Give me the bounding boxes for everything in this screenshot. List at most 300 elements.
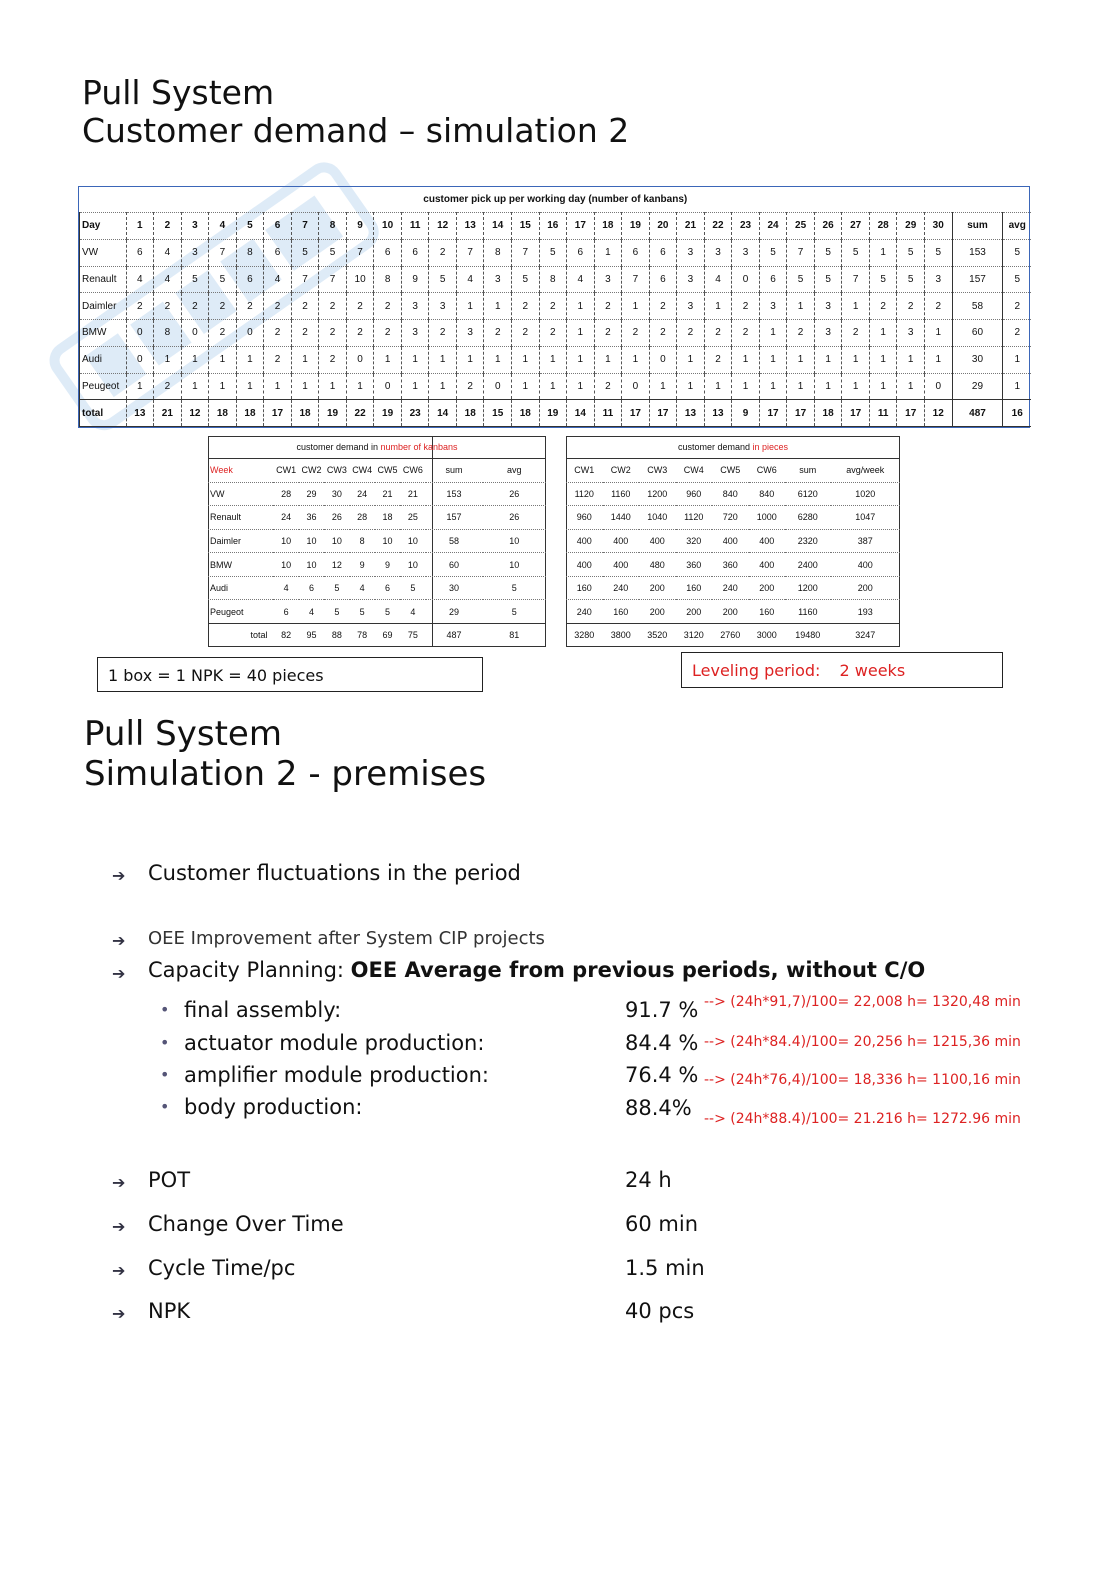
table3-row: [566, 482, 900, 506]
table3-week-header: CW3: [639, 459, 676, 483]
cell-value: 2: [484, 320, 512, 347]
cell-value: 5: [375, 600, 400, 624]
table2-row: [208, 529, 546, 553]
cell-value: 5: [324, 600, 349, 624]
table1-day-header: 21: [677, 213, 705, 240]
cell-value: 400: [639, 529, 676, 553]
table3-row: [566, 576, 900, 600]
table2-row: [208, 600, 546, 624]
weekly-pieces-table: [566, 436, 900, 646]
arrow-bullet-icon: ➔: [112, 1173, 126, 1192]
cell-value: 29: [299, 482, 324, 506]
row-sum: 153: [952, 239, 1003, 266]
row-avg: 400: [831, 553, 900, 577]
table1-day-header: 18: [594, 213, 622, 240]
cell-value: 6: [236, 266, 264, 293]
cell-value: 1160: [603, 482, 640, 506]
cell-value: 1: [842, 373, 870, 400]
cell-value: 0: [484, 373, 512, 400]
cell-value: 3: [732, 239, 760, 266]
cell-value: 200: [639, 576, 676, 600]
cell-value: 12: [924, 400, 952, 427]
table3-sum-header: sum: [785, 459, 831, 483]
row-avg: 26: [483, 506, 546, 530]
cell-value: 1: [814, 373, 842, 400]
cell-value: 7: [456, 239, 484, 266]
cell-value: 1: [291, 346, 319, 373]
cell-value: 3000: [749, 623, 786, 646]
cell-value: 5: [842, 239, 870, 266]
cell-value: 4: [154, 266, 182, 293]
row-sum: 6280: [785, 506, 831, 530]
cell-value: 4: [704, 266, 732, 293]
table3-caption: [566, 436, 900, 459]
row-label: VW: [80, 239, 127, 266]
cell-value: 2: [374, 293, 402, 320]
row-sum: 1160: [785, 600, 831, 624]
cell-value: 3520: [639, 623, 676, 646]
cell-value: 10: [299, 553, 324, 577]
table1-row: [80, 320, 1032, 347]
daily-pickup-table: [79, 187, 1031, 427]
sub-bullet-dot-icon: •: [160, 1033, 170, 1052]
cell-value: 4: [126, 266, 154, 293]
cell-value: 10: [375, 529, 400, 553]
cell-value: 19: [319, 400, 347, 427]
cell-value: 3280: [566, 623, 603, 646]
npk-box: [97, 657, 483, 692]
table2-row: [208, 553, 546, 577]
row-sum: 58: [426, 529, 483, 553]
table1-day-header: 6: [264, 213, 292, 240]
cell-value: 5: [869, 266, 897, 293]
cell-value: 2: [732, 293, 760, 320]
cell-value: 240: [566, 600, 603, 624]
cell-value: 0: [649, 346, 677, 373]
cell-value: 400: [566, 553, 603, 577]
table1-day-header: 12: [429, 213, 457, 240]
table1-row: [80, 239, 1032, 266]
cell-value: 1: [567, 320, 595, 347]
table1-day-header: 11: [401, 213, 429, 240]
cell-value: 5: [209, 266, 237, 293]
table1-day-header: 8: [319, 213, 347, 240]
table3-caption-red: in pieces: [752, 442, 789, 452]
row-label: VW: [208, 482, 273, 506]
cell-value: 2: [622, 320, 650, 347]
cell-value: 30: [324, 482, 349, 506]
row-label: Peugeot: [208, 600, 273, 624]
cell-value: 78: [350, 623, 375, 646]
cell-value: 1: [401, 373, 429, 400]
cell-value: 82: [273, 623, 298, 646]
cell-value: 17: [264, 400, 292, 427]
table1-day-header: 3: [181, 213, 209, 240]
cell-value: 6: [264, 239, 292, 266]
cell-value: 840: [749, 482, 786, 506]
cell-value: 1: [209, 373, 237, 400]
cell-value: 2: [787, 320, 815, 347]
cell-value: 5: [897, 266, 925, 293]
cell-value: 28: [273, 482, 298, 506]
row-sum: 487: [952, 400, 1003, 427]
table3-row: [566, 623, 900, 646]
cell-value: 2: [924, 293, 952, 320]
slide2-title-line1: Pull System: [84, 714, 282, 754]
cell-value: 1: [869, 373, 897, 400]
cell-value: 4: [567, 266, 595, 293]
cell-value: 8: [236, 239, 264, 266]
cell-value: 12: [324, 553, 349, 577]
cell-value: 1: [869, 239, 897, 266]
premise-fluctuations: Customer fluctuations in the period: [148, 861, 521, 885]
cell-value: 2: [236, 293, 264, 320]
cell-value: 720: [712, 506, 749, 530]
table1-day-header: 15: [512, 213, 540, 240]
row-avg: 10: [483, 529, 546, 553]
row-avg: 5: [483, 576, 546, 600]
cell-value: 1: [649, 373, 677, 400]
cell-value: 24: [273, 506, 298, 530]
cell-value: 17: [842, 400, 870, 427]
oee-value: 88.4%: [625, 1096, 692, 1120]
cell-value: 6: [401, 239, 429, 266]
cell-value: 11: [869, 400, 897, 427]
cell-value: 320: [676, 529, 713, 553]
row-sum: 29: [426, 600, 483, 624]
oee-note: --> (24h*91,7)/100= 22,008 h= 1320,48 min: [704, 994, 1021, 1010]
cell-value: 2: [456, 373, 484, 400]
row-sum: 153: [426, 482, 483, 506]
cell-value: 9: [401, 266, 429, 293]
cell-value: 10: [273, 553, 298, 577]
cell-value: 0: [126, 320, 154, 347]
table3-avg-header: avg/week: [831, 459, 900, 483]
cell-value: 6: [759, 266, 787, 293]
cell-value: 1: [787, 346, 815, 373]
cell-value: 17: [622, 400, 650, 427]
table2-row: [208, 506, 546, 530]
row-avg: 5: [483, 600, 546, 624]
table1-day-header: 2: [154, 213, 182, 240]
cell-value: 2760: [712, 623, 749, 646]
oee-value: 84.4 %: [625, 1031, 699, 1055]
table3-row: [566, 529, 900, 553]
cell-value: 8: [539, 266, 567, 293]
cell-value: 3800: [603, 623, 640, 646]
cell-value: 400: [603, 553, 640, 577]
oee-note: --> (24h*88.4)/100= 21.216 h= 1272.96 min: [704, 1111, 1021, 1127]
cell-value: 6: [299, 576, 324, 600]
table1-day-header: 17: [567, 213, 595, 240]
cell-value: 3: [594, 266, 622, 293]
row-avg: 26: [483, 482, 546, 506]
row-sum: 58: [952, 293, 1003, 320]
cell-value: 4: [273, 576, 298, 600]
cell-value: 1: [924, 320, 952, 347]
arrow-bullet-icon: ➔: [112, 1304, 126, 1323]
cell-value: 160: [566, 576, 603, 600]
table2-row: [208, 482, 546, 506]
cell-value: 69: [375, 623, 400, 646]
cell-value: 1: [346, 373, 374, 400]
cell-value: 2: [291, 293, 319, 320]
cell-value: 360: [676, 553, 713, 577]
table1-row: [80, 373, 1032, 400]
row-label: Renault: [80, 266, 127, 293]
cell-value: 1: [924, 346, 952, 373]
cell-value: 1: [319, 373, 347, 400]
cell-value: 1: [154, 346, 182, 373]
cell-value: 1: [291, 373, 319, 400]
cell-value: 2: [291, 320, 319, 347]
cell-value: 2: [429, 320, 457, 347]
table2-caption: [208, 436, 546, 459]
cell-value: 3120: [676, 623, 713, 646]
cell-value: 5: [429, 266, 457, 293]
table1-day-header: 13: [456, 213, 484, 240]
cell-value: 5: [324, 576, 349, 600]
oee-value: 76.4 %: [625, 1063, 699, 1087]
row-sum: 487: [426, 623, 483, 646]
cell-value: 200: [712, 600, 749, 624]
cell-value: 2: [154, 373, 182, 400]
cell-value: 400: [749, 553, 786, 577]
row-avg: 387: [831, 529, 900, 553]
cell-value: 8: [484, 239, 512, 266]
row-avg: 81: [483, 623, 546, 646]
cell-value: 1: [787, 373, 815, 400]
table1-day-header: 30: [924, 213, 952, 240]
cell-value: 480: [639, 553, 676, 577]
cell-value: 18: [375, 506, 400, 530]
cell-value: 200: [749, 576, 786, 600]
cell-value: 2: [512, 293, 540, 320]
cell-value: 1: [677, 346, 705, 373]
oee-label: actuator module production:: [184, 1031, 485, 1055]
cell-value: 1: [181, 373, 209, 400]
cell-value: 3: [484, 266, 512, 293]
table2-avg-header: avg: [483, 459, 546, 483]
cell-value: 3: [456, 320, 484, 347]
cell-value: 4: [400, 600, 425, 624]
row-label: Peugeot: [80, 373, 127, 400]
cell-value: 10: [299, 529, 324, 553]
cell-value: 1: [429, 346, 457, 373]
cell-value: 18: [456, 400, 484, 427]
table1-day-header: 19: [622, 213, 650, 240]
cell-value: 5: [924, 239, 952, 266]
cell-value: 1: [787, 293, 815, 320]
oee-note: --> (24h*76,4)/100= 18,336 h= 1100,16 min: [704, 1072, 1021, 1088]
cell-value: 400: [712, 529, 749, 553]
param-value: 60 min: [625, 1212, 698, 1236]
cell-value: 10: [273, 529, 298, 553]
cell-value: 2: [154, 293, 182, 320]
cell-value: 2: [649, 320, 677, 347]
cell-value: 1: [759, 373, 787, 400]
cell-value: 1: [814, 346, 842, 373]
cell-value: 23: [401, 400, 429, 427]
cell-value: 22: [346, 400, 374, 427]
slide2-title: [84, 714, 486, 794]
table2-week-header: CW3: [324, 459, 349, 483]
table2-week-header: CW1: [273, 459, 298, 483]
cell-value: 960: [566, 506, 603, 530]
cell-value: 17: [787, 400, 815, 427]
cell-value: 3: [677, 266, 705, 293]
table1-header-label: Day: [80, 213, 127, 240]
cell-value: 95: [299, 623, 324, 646]
cell-value: 5: [181, 266, 209, 293]
table1-day-header: 29: [897, 213, 925, 240]
table1-row: [80, 400, 1032, 427]
cell-value: 6: [649, 266, 677, 293]
table2-week-header: CW5: [375, 459, 400, 483]
cell-value: 3: [401, 293, 429, 320]
cell-value: 1: [236, 373, 264, 400]
cell-value: 2: [594, 293, 622, 320]
cell-value: 3: [814, 293, 842, 320]
row-sum: 2320: [785, 529, 831, 553]
oee-note: --> (24h*84.4)/100= 20,256 h= 1215,36 min: [704, 1034, 1021, 1050]
cell-value: 2: [539, 320, 567, 347]
cell-value: 88: [324, 623, 349, 646]
cell-value: 8: [154, 320, 182, 347]
cell-value: 1: [401, 346, 429, 373]
table2-caption-red: number of kanbans: [380, 442, 458, 452]
cell-value: 1: [539, 373, 567, 400]
cell-value: 5: [897, 239, 925, 266]
cell-value: 1: [236, 346, 264, 373]
arrow-bullet-icon: ➔: [112, 931, 126, 950]
cell-value: 1: [842, 293, 870, 320]
cell-value: 2: [181, 293, 209, 320]
cell-value: 13: [704, 400, 732, 427]
slide1-title: [82, 74, 629, 150]
row-sum: 60: [426, 553, 483, 577]
cell-value: 4: [154, 239, 182, 266]
cell-value: 14: [567, 400, 595, 427]
cell-value: 1: [594, 239, 622, 266]
cell-value: 0: [236, 320, 264, 347]
cell-value: 3: [924, 266, 952, 293]
cell-value: 10: [346, 266, 374, 293]
param-label: POT: [148, 1168, 191, 1192]
cell-value: 2: [429, 239, 457, 266]
cell-value: 1: [456, 346, 484, 373]
cell-value: 2: [842, 320, 870, 347]
table1-sum-header: sum: [952, 213, 1003, 240]
cell-value: 2: [374, 320, 402, 347]
table1-day-header: 26: [814, 213, 842, 240]
cell-value: 5: [512, 266, 540, 293]
table1-day-header: 10: [374, 213, 402, 240]
cell-value: 1: [759, 346, 787, 373]
cell-value: 840: [712, 482, 749, 506]
cell-value: 1: [732, 373, 760, 400]
capacity-planning-label: Capacity Planning:: [148, 958, 351, 982]
row-label: Renault: [208, 506, 273, 530]
cell-value: 2: [732, 320, 760, 347]
cell-value: 1: [512, 346, 540, 373]
cell-value: 2: [319, 293, 347, 320]
npk-text: 1 box = 1 NPK = 40 pieces: [108, 666, 324, 685]
cell-value: 0: [732, 266, 760, 293]
cell-value: 1040: [639, 506, 676, 530]
cell-value: 17: [897, 400, 925, 427]
cell-value: 3: [429, 293, 457, 320]
table1-day-header: 5: [236, 213, 264, 240]
slide1-title-line2: Customer demand – simulation 2: [82, 111, 630, 150]
cell-value: 2: [512, 320, 540, 347]
cell-value: 7: [622, 266, 650, 293]
leveling-label: Leveling period:: [692, 661, 821, 680]
cell-value: 5: [400, 576, 425, 600]
cell-value: 1: [126, 373, 154, 400]
cell-value: 2: [539, 293, 567, 320]
cell-value: 10: [400, 529, 425, 553]
cell-value: 0: [374, 373, 402, 400]
cell-value: 1: [594, 346, 622, 373]
cell-value: 14: [429, 400, 457, 427]
table1-day-header: 14: [484, 213, 512, 240]
cell-value: 2: [677, 320, 705, 347]
row-sum: 29: [952, 373, 1003, 400]
cell-value: 8: [374, 266, 402, 293]
cell-value: 18: [291, 400, 319, 427]
row-label: BMW: [208, 553, 273, 577]
cell-value: 19: [374, 400, 402, 427]
arrow-bullet-icon: ➔: [112, 964, 126, 983]
cell-value: 2: [704, 346, 732, 373]
cell-value: 1: [732, 346, 760, 373]
cell-value: 9: [375, 553, 400, 577]
cell-value: 7: [512, 239, 540, 266]
cell-value: 5: [350, 600, 375, 624]
cell-value: 1: [897, 346, 925, 373]
oee-value: 91.7 %: [625, 998, 699, 1022]
cell-value: 6: [567, 239, 595, 266]
table1-row: [80, 266, 1032, 293]
cell-value: 25: [400, 506, 425, 530]
cell-value: 6: [649, 239, 677, 266]
cell-value: 3: [677, 293, 705, 320]
cell-value: 1: [897, 373, 925, 400]
cell-value: 1: [704, 373, 732, 400]
table1-day-header: 20: [649, 213, 677, 240]
cell-value: 1200: [639, 482, 676, 506]
cell-value: 6: [375, 576, 400, 600]
param-value: 1.5 min: [625, 1256, 705, 1280]
table2-row: [208, 576, 546, 600]
row-avg: 5: [1003, 239, 1031, 266]
cell-value: 6: [374, 239, 402, 266]
cell-value: 360: [712, 553, 749, 577]
row-avg: 3247: [831, 623, 900, 646]
cell-value: 400: [566, 529, 603, 553]
cell-value: 13: [677, 400, 705, 427]
cell-value: 18: [236, 400, 264, 427]
table2-week-header: CW6: [400, 459, 425, 483]
row-avg: 1047: [831, 506, 900, 530]
cell-value: 2: [264, 346, 292, 373]
cell-value: 240: [712, 576, 749, 600]
cell-value: 4: [350, 576, 375, 600]
arrow-bullet-icon: ➔: [112, 1217, 126, 1236]
cell-value: 17: [759, 400, 787, 427]
table1-caption: customer pick up per working day (number of kanbans): [80, 187, 1032, 213]
